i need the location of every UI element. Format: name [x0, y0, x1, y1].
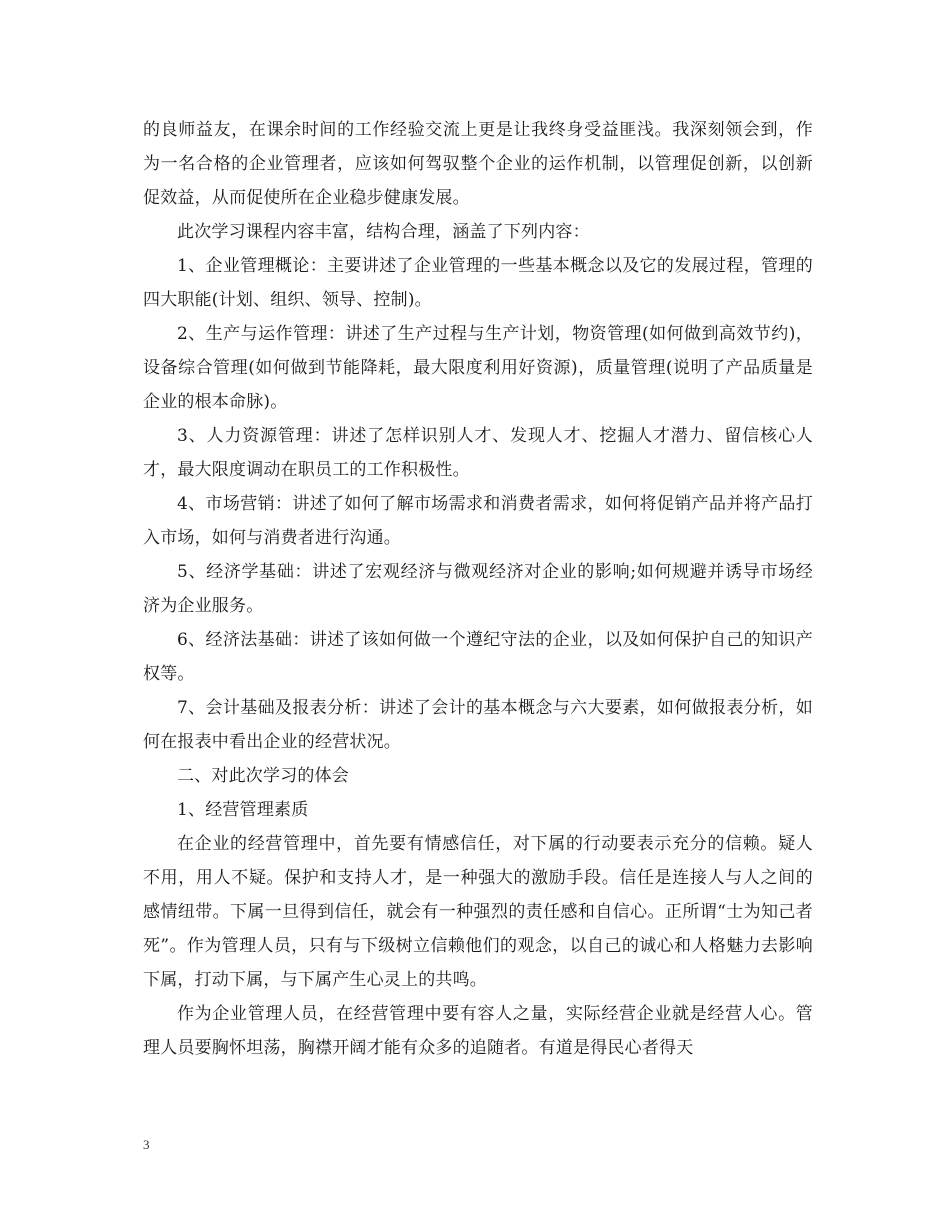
paragraph-0: 的良师益友，在课余时间的工作经验交流上更是让我终身受益匪浅。我深刻领会到，作为一名合格的企业管理者，应该如何驾驭整个企业的运作机制，以管理促创新，以创新促效益，从而促使所在企业稳步健康发展。 [143, 120, 813, 208]
document-body [143, 113, 813, 1065]
subsection-heading: 1、经营管理素质 [177, 800, 309, 820]
paragraph-4: 3、人力资源管理：讲述了怎样识别人才、发现人才、挖掘人才潜力、留信核心人才，最大限度调动在职员工的工作积极性。 [143, 426, 813, 480]
paragraph-12: 作为企业管理人员，在经营管理中要有容人之量，实际经营企业就是经营人心。管理人员要胸怀坦荡，胸襟开阔才能有众多的追随者。有道是得民心者得天 [143, 1004, 813, 1058]
paragraph-8: 7、会计基础及报表分析：讲述了会计的基本概念与六大要素，如何做报表分析，如何在报表中看出企业的经营状况。 [143, 698, 813, 752]
paragraph-1: 此次学习课程内容丰富，结构合理，涵盖了下列内容： [177, 222, 590, 242]
paragraph-2: 1、企业管理概论：主要讲述了企业管理的一些基本概念以及它的发展过程，管理的四大职能(计划、组织、领导、控制)。 [143, 256, 813, 310]
paragraph-5: 4、市场营销：讲述了如何了解市场需求和消费者需求，如何将促销产品并将产品打入市场，如何与消费者进行沟通。 [143, 494, 813, 548]
page-number: 3 [143, 1137, 150, 1152]
section-heading: 二、对此次学习的体会 [177, 766, 349, 786]
paragraph-11: 在企业的经营管理中，首先要有情感信任，对下属的行动要表示充分的信赖。疑人不用，用人不疑。保护和支持人才，是一种强大的激励手段。信任是连接人与人之间的感情纽带。下属一旦得到信任，就会有一种强烈的责任感和自信心。正所谓“士为知己者死”。作为管理人员，只有与下级树立信赖他们的观念，以自己的诚心和人格魅力去影响下属，打动下属，与下属产生心灵上的共鸣。 [143, 834, 813, 990]
paragraph-3: 2、生产与运作管理：讲述了生产过程与生产计划，物资管理(如何做到高效节约)，设备综合管理(如何做到节能降耗，最大限度利用好资源)，质量管理(说明了产品质量是企业的根本命脉)。 [143, 324, 813, 412]
paragraph-6: 5、经济学基础：讲述了宏观经济与微观经济对企业的影响;如何规避并诱导市场经济为企业服务。 [143, 562, 813, 616]
paragraph-7: 6、经济法基础：讲述了该如何做一个遵纪守法的企业，以及如何保护自己的知识产权等。 [143, 630, 813, 684]
